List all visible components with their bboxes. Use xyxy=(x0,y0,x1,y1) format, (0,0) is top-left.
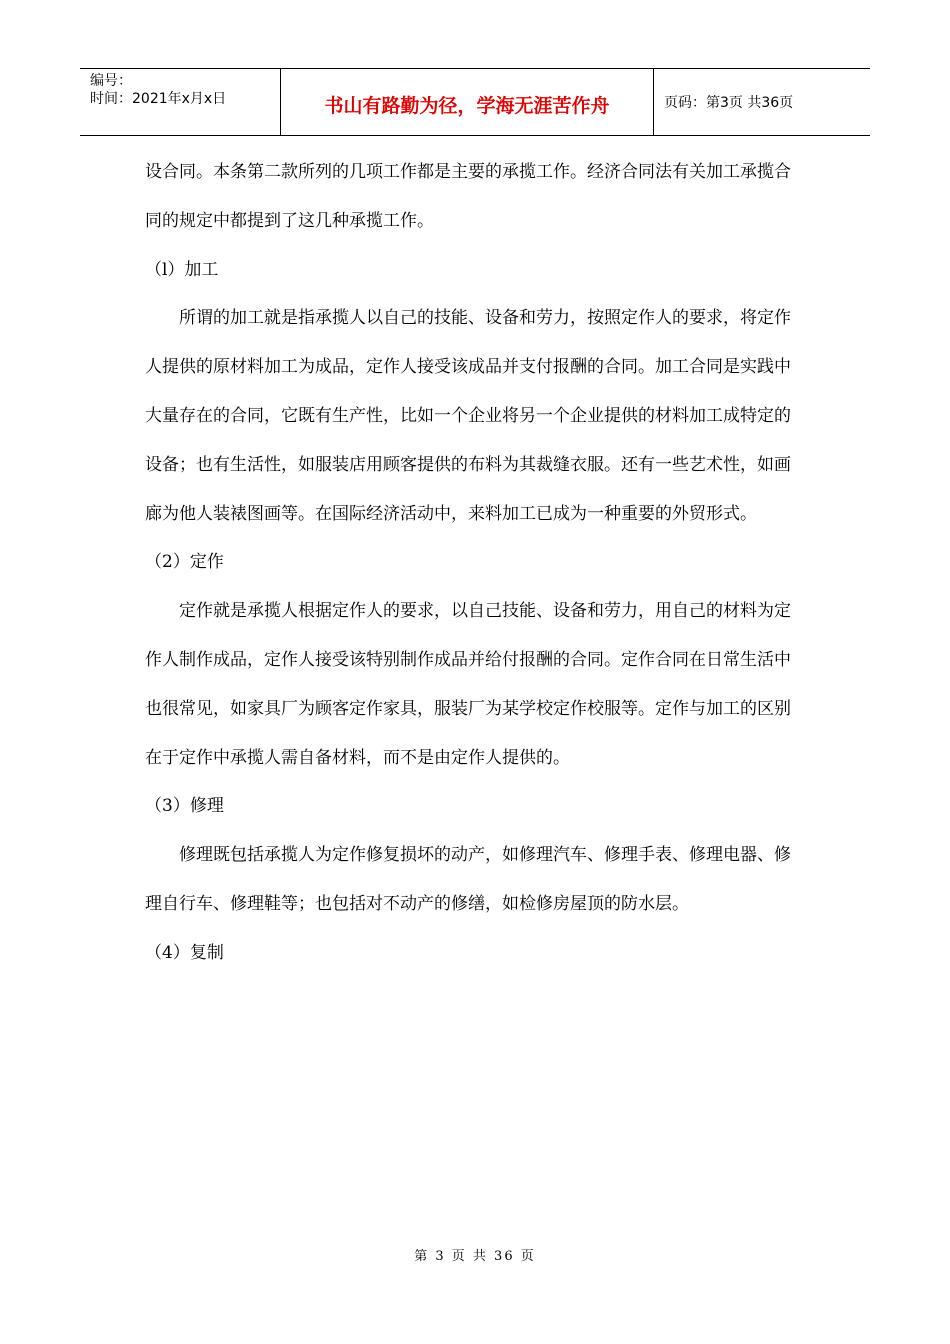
paragraph: 定作就是承揽人根据定作人的要求，以自己技能、设备和劳力，用自己的材料为定作人制作成品，定作人接受该特别制作成品并给付报酬的合同。定作合同在日常生活中也很常见，如家具厂为顾客定作家具，服装厂为某学校定作校服等。定作与加工的区别在于定作中承揽人需自备材料，而不是由定作人提供的。 xyxy=(145,601,791,768)
section-heading-custom-made: （2）定作 xyxy=(145,552,224,573)
section-heading-processing: （l）加工 xyxy=(145,259,219,280)
document-header xyxy=(80,68,870,136)
header-meta-cell xyxy=(80,69,281,135)
date-label: 时间：2021年x月x日 xyxy=(90,91,227,107)
header-motto: 书山有路勤为径，学海无涯苦作舟 xyxy=(324,94,610,117)
header-page-cell xyxy=(654,69,870,135)
header-page-info: 页码：第3页 共36页 xyxy=(664,95,794,111)
document-body xyxy=(145,148,805,978)
paragraph: 所谓的加工就是指承揽人以自己的技能、设备和劳力，按照定作人的要求，将定作人提供的原材料加工为成品，定作人接受该成品并支付报酬的合同。加工合同是实践中大量存在的合同，它既有生产性，比如一个企业将另一个企业提供的材料加工成特定的设备；也有生活性，如服装店用顾客提供的布料为其裁缝衣服。还有一些艺术性，如画廊为他人装裱图画等。在国际经济活动中，来料加工已成为一种重要的外贸形式。 xyxy=(145,308,791,524)
section-heading-repair: （3）修理 xyxy=(145,796,224,817)
section-heading-copy: （4）复制 xyxy=(145,942,224,963)
page-footer: 第 3 页 共 36 页 xyxy=(414,1249,536,1264)
header-motto-cell xyxy=(281,69,654,135)
number-label: 编号： xyxy=(90,73,132,89)
paragraph: 设合同。本条第二款所列的几项工作都是主要的承揽工作。经济合同法有关加工承揽合同的规定中都提到了这几种承揽工作。 xyxy=(145,162,791,231)
paragraph: 修理既包括承揽人为定作修复损坏的动产，如修理汽车、修理手表、修理电器、修理自行车、修理鞋等；也包括对不动产的修缮，如检修房屋顶的防水层。 xyxy=(145,845,791,914)
